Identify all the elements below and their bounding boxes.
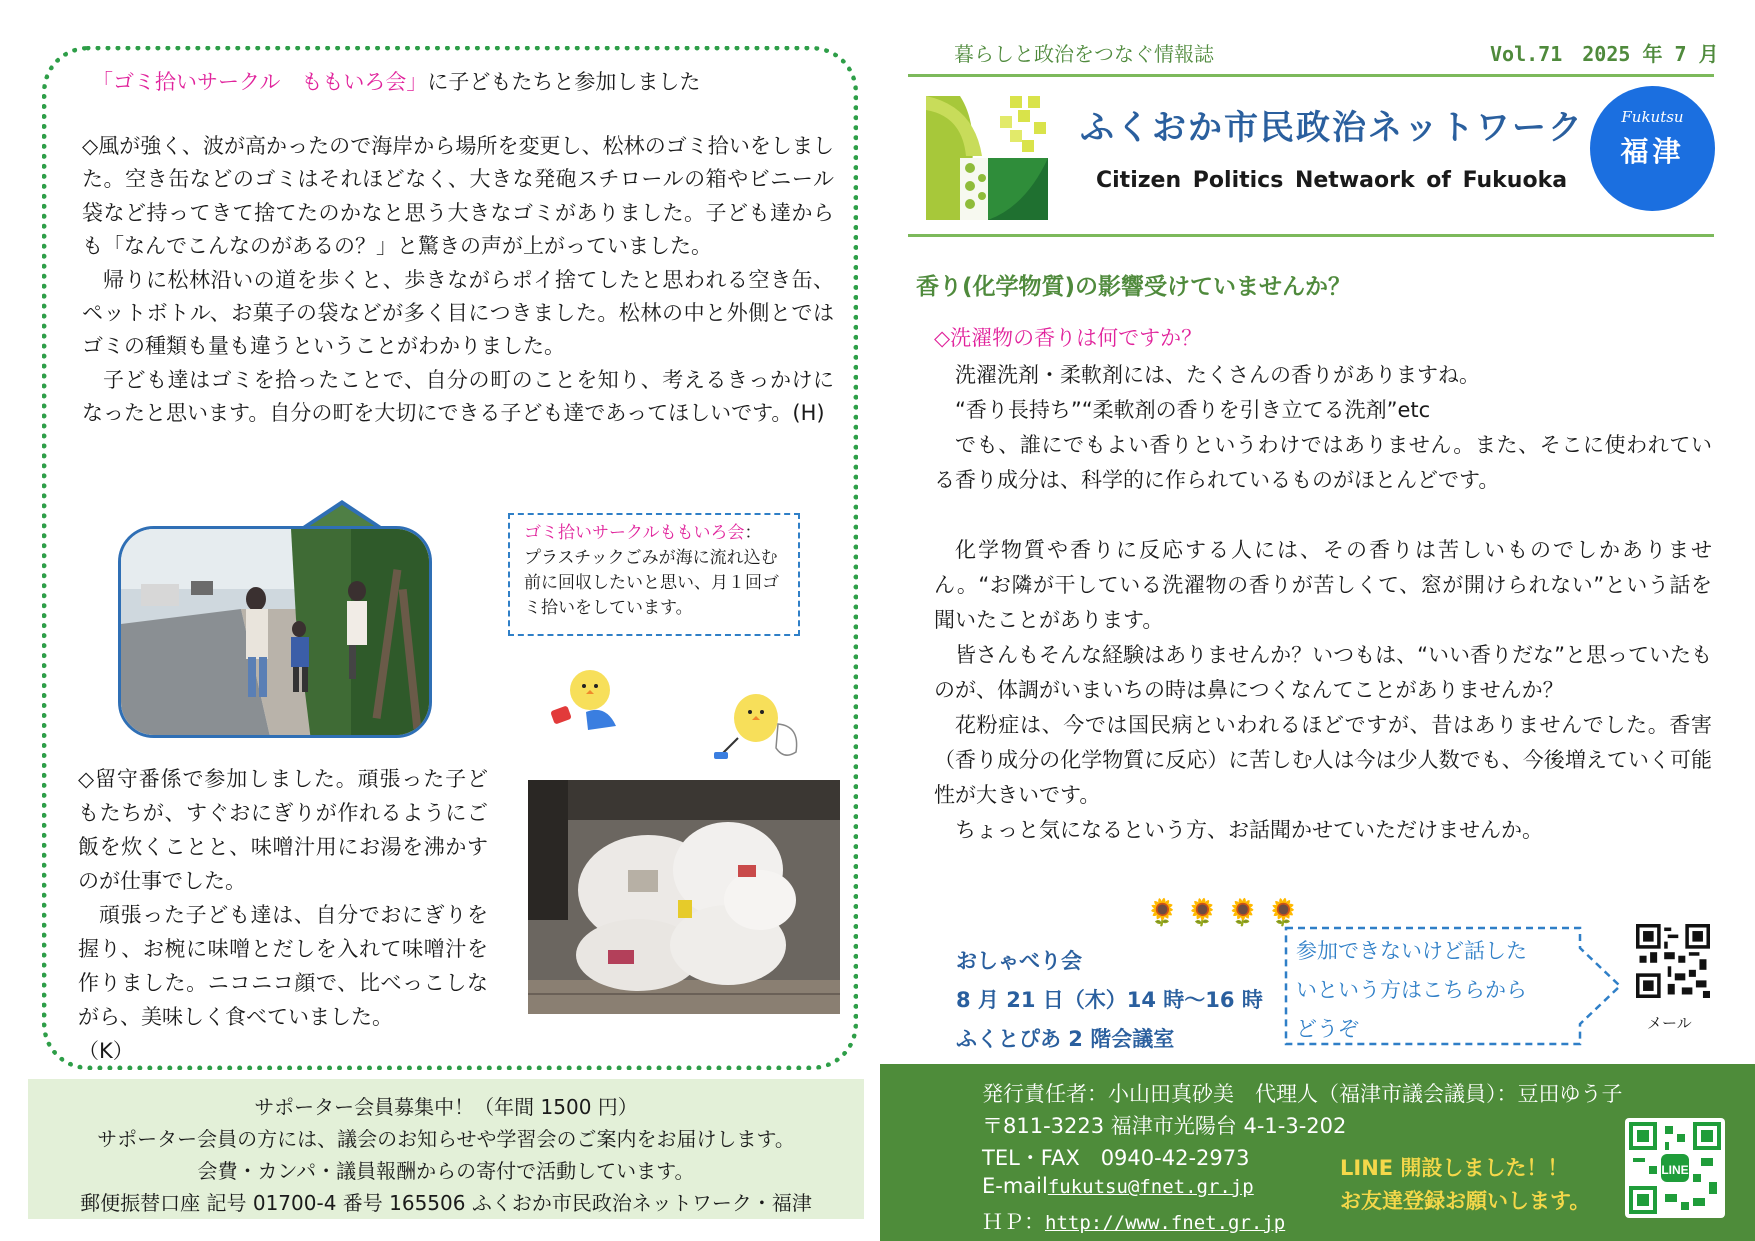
line-qr-code[interactable]	[1625, 1118, 1725, 1218]
masthead-tagline: 暮らしと政治をつなぐ情報誌	[954, 42, 1214, 66]
footer-email-label: E-mail	[982, 1174, 1048, 1198]
left-heading-circle-name: 「ゴミ拾いサークル ももいろ会」	[92, 70, 428, 94]
chick-with-bag-icon	[710, 682, 806, 764]
line-announcement-2: お友達登録お願いします。	[1340, 1189, 1591, 1213]
line-announcement	[1340, 1152, 1590, 1218]
masthead-bottom-rule	[908, 234, 1714, 237]
footer-tel-fax: TEL・FAX 0940-42-2973	[982, 1146, 1250, 1170]
event-name: おしゃべり会	[956, 949, 1082, 973]
supporter-line-1: サポーター会員募集中！（年間 1500 円）	[254, 1095, 638, 1119]
supporter-info-box	[28, 1079, 864, 1219]
footer-email-link[interactable]: fukutsu@fnet.gr.jp	[1047, 1176, 1254, 1198]
contact-arrow-text	[1296, 932, 1527, 1049]
contact-line-2: いという方はこちらから	[1296, 978, 1527, 1002]
sunflower-icons: 🌻🌻🌻🌻	[1146, 898, 1308, 928]
left-paragraph-2: 帰りに松林沿いの道を歩くと、歩きながらポイ捨てしたと思われる空き缶、ペットボトル、お菓子の袋などが多く目につきました。松林の中と外側とではゴミの種類も量も違うということがわかりました。	[82, 267, 834, 359]
article-title: 香り(化学物質)の影響受けていませんか？	[916, 274, 1352, 300]
event-info	[956, 942, 1263, 1059]
city-badge-japanese: 福津	[1620, 135, 1685, 168]
left-article-body	[82, 130, 834, 431]
event-date: 8 月 21 日（木）14 時～16 時	[956, 988, 1263, 1012]
supporter-line-3: 会費・カンパ・議員報酬からの寄付で活動しています。	[197, 1159, 695, 1183]
footer-hp-label: ＨＰ：	[982, 1210, 1045, 1234]
footer-hp-link[interactable]: http://www.fnet.gr.jp	[1045, 1212, 1286, 1234]
cleanup-photo	[118, 526, 432, 738]
trash-bags-photo	[528, 780, 840, 1014]
footer-publisher: 発行責任者：小山田真砂美 代理人（福津市議会議員）：豆田ゆう子	[982, 1082, 1623, 1106]
circle-info-text: プラスチックごみが海に流れ込む前に回収したいと思い、月１回ゴミ拾いをしています。	[524, 548, 779, 618]
cleanup-photo-image	[121, 529, 432, 738]
supporter-postal-account: 郵便振替口座 記号 01700-4 番号 165506 ふくおか市民政治ネットワーク・福津	[80, 1191, 812, 1215]
left-heading	[92, 66, 700, 96]
circle-info-box	[508, 513, 800, 636]
organization-name-english: Citizen Politics Netwaork of Fukuoka	[1096, 168, 1568, 193]
contact-line-1: 参加できないけど話した	[1296, 939, 1527, 963]
masthead-top-rule	[908, 74, 1714, 77]
trash-bags-image	[528, 780, 840, 1014]
line-announcement-1: LINE 開設しました！！	[1340, 1156, 1569, 1180]
footer-email-row	[982, 1174, 1254, 1198]
mail-qr-code[interactable]	[1636, 924, 1710, 998]
circle-info-colon: ：	[744, 523, 762, 543]
issue-volume-date: Vol.71 2025 年 7 月	[1490, 42, 1719, 66]
cleanup-photo-frame	[118, 500, 432, 738]
left-article-body-2	[78, 762, 488, 1068]
mail-qr-label: メール	[1647, 1014, 1692, 1032]
footer-address: 〒811-3223 福津市光陽台 4-1-3-202	[982, 1114, 1347, 1138]
article-paragraph-7: ちょっと気になるという方、お話聞かせていただけませんか。	[955, 818, 1543, 842]
left-paragraph-5: 頑張った子ども達は、自分でおにぎりを握り、お椀に味噌とだしを入れて味噌汁を作りました。ニコニコ顔で、比べっこしながら、美味しく食べていました。	[78, 903, 488, 1029]
organization-name: ふくおか市民政治ネットワーク	[1080, 108, 1584, 148]
left-paragraph-3: 子ども達はゴミを拾ったことで、自分の町のことを知り、考えるきっかけになったと思います。自分の町を大切にできる子ども達であってほしいです。(H)	[82, 367, 834, 426]
city-badge	[1590, 86, 1715, 211]
article-subtitle: ◇洗濯物の香りは何ですか？	[934, 326, 1203, 350]
organization-logo	[926, 96, 1048, 220]
left-heading-text: に子どもたちと参加しました	[427, 70, 701, 94]
article-paragraph-5: 皆さんもそんな経験はありませんか？いつもは、“いい香りだな”と思っていたものが、体調がいまいちの時は鼻につくなんてことがありませんか？	[934, 643, 1712, 702]
left-paragraph-5-sign: （K）	[78, 1039, 134, 1063]
article-paragraph-6: 花粉症は、今では国民病といわれるほどですが、昔はありませんでした。香害（香り成分の化学物質に反応）に苦しむ人は今は少人数でも、今後増えていく可能性が大きいです。	[934, 713, 1712, 807]
left-paragraph-4: ◇留守番係で参加しました。頑張った子どもたちが、すぐおにぎりが作れるようにご飯を炊くことと、味噌汁用にお湯を沸かすのが仕事でした。	[78, 767, 488, 893]
article-paragraph-3: でも、誰にでもよい香りというわけではありません。また、そこに使われている香り成分は、科学的に作られているものがほとんどです。	[934, 433, 1712, 492]
contact-line-3: どうぞ	[1296, 1017, 1359, 1041]
article-paragraph-4: 化学物質や香りに反応する人には、その香りは苦しいものでしかありません。“お隣が干している洗濯物の香りが苦しくて、窓が開けられない”という話を聞いたことがあります。	[934, 538, 1712, 632]
footer-hp-row	[982, 1206, 1285, 1236]
chick-picking-can-icon	[546, 664, 628, 738]
circle-info-title: ゴミ拾いサークルももいろ会	[524, 523, 745, 543]
event-place: ふくとぴあ 2 階会議室	[956, 1027, 1175, 1051]
article-body	[934, 358, 1712, 848]
city-badge-english: Fukutsu	[1621, 108, 1684, 126]
publisher-footer	[880, 1064, 1755, 1241]
article-paragraph-2: “香り長持ち”“柔軟剤の香りを引き立てる洗剤”etc	[955, 398, 1431, 422]
line-qr-label: LINE	[1661, 1163, 1689, 1177]
left-paragraph-1: ◇風が強く、波が高かったので海岸から場所を変更し、松林のゴミ拾いをしました。空き缶などのゴミはそれほどなく、大きな発砲スチロールの箱やビニール袋など持ってきて捨てたのかなと思う大きなゴミがありました。子ども達からも「なんでこんなのがあるの？」と驚きの声が上がっていました。	[82, 134, 834, 259]
supporter-line-2: サポーター会員の方には、議会のお知らせや学習会のご案内をお届けします。	[97, 1127, 795, 1151]
article-paragraph-1: 洗濯洗剤・柔軟剤には、たくさんの香りがありますね。	[955, 363, 1480, 387]
